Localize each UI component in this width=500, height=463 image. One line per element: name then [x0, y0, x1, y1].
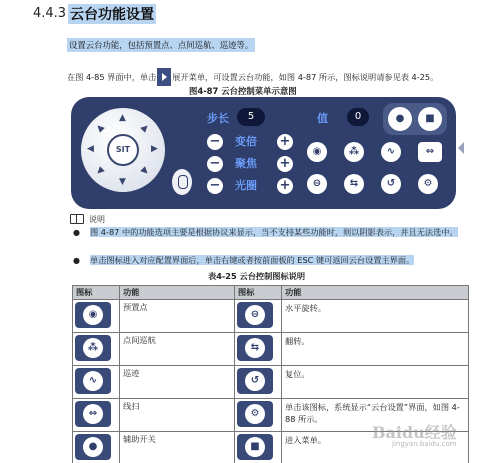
- intro-highlight: 设置云台功能，包括预置点、点间巡航、巡迹等。: [69, 40, 254, 50]
- reset-icon[interactable]: ↺: [381, 174, 401, 194]
- book-icon: [70, 214, 84, 224]
- table-caption: 表4-25 云台控制图标说明: [208, 271, 306, 281]
- step-value[interactable]: 5: [237, 108, 265, 126]
- menu-icon[interactable]: ■: [418, 107, 442, 131]
- table-row: [73, 300, 469, 333]
- intro-text-before: 在图 4-85 界面中，单击: [67, 72, 157, 82]
- expand-menu-icon: [157, 68, 171, 86]
- intro-text-after: 展开菜单，可设置云台功能，如图 4-87 所示，图标说明请参见表 4-25。: [172, 72, 439, 82]
- right-arrow-icon[interactable]: ▶: [151, 144, 158, 154]
- step-label: 步长: [207, 112, 229, 125]
- aux-menu-group: [383, 103, 447, 135]
- sit-button[interactable]: SIT: [107, 134, 139, 166]
- menu-icon: ■: [237, 434, 273, 460]
- note-bullet-1-text: 图 4-87 中的功能选项主要是根据协议来显示，当不支持某些功能时，则以阴影表示，并且无法选中。: [90, 227, 458, 237]
- scan-icon[interactable]: ⇔: [418, 142, 442, 162]
- rotate-icon[interactable]: ⊖: [307, 174, 327, 194]
- collapse-arrow-icon[interactable]: [458, 142, 464, 154]
- table-row: [73, 333, 469, 366]
- value-label: 值: [317, 112, 328, 125]
- function-desc: 单击该图标，系统显示“云台设置”界面，如图 4-88 所示。: [282, 399, 469, 432]
- table-row: [73, 366, 469, 399]
- function-name: 预置点: [120, 300, 235, 333]
- reset-icon: ↺: [237, 368, 273, 394]
- function-name: 线扫: [120, 399, 235, 432]
- down-right-arrow-icon[interactable]: ▲: [138, 164, 151, 177]
- section-title: 云台功能设置: [68, 4, 156, 24]
- bullet-icon: ●: [73, 228, 80, 237]
- function-desc: 翻转。: [282, 333, 469, 366]
- function-desc: 进入菜单。: [282, 432, 469, 463]
- pattern-icon: ∿: [75, 368, 111, 394]
- direction-pad[interactable]: [81, 108, 165, 192]
- flip-icon[interactable]: ⇆: [344, 174, 364, 194]
- up-right-arrow-icon[interactable]: ▲: [138, 122, 151, 135]
- preset-icon: ◉: [75, 302, 111, 328]
- iris-label: 光圈: [235, 179, 257, 192]
- gear-icon[interactable]: ⚙: [418, 174, 438, 194]
- zoom-minus-button[interactable]: −: [207, 134, 223, 150]
- gear-icon: ⚙: [237, 401, 273, 427]
- scan-icon: ⇔: [75, 401, 111, 427]
- zoom-plus-button[interactable]: +: [277, 134, 293, 150]
- bullet-icon: ●: [73, 256, 80, 265]
- header-icon-2: 图标: [235, 286, 282, 300]
- aux-icon[interactable]: ●: [388, 107, 412, 131]
- mouse-icon[interactable]: [172, 169, 192, 195]
- function-name: 辅助开关: [120, 432, 235, 463]
- table-header-row: [73, 286, 469, 300]
- watermark-logo: Baidu经验: [372, 423, 457, 442]
- up-arrow-icon[interactable]: ▲: [119, 113, 126, 123]
- note-label: 说明: [89, 215, 105, 224]
- down-arrow-icon[interactable]: ▼: [119, 177, 126, 187]
- rotate-icon: ⊖: [237, 302, 273, 328]
- note-bullet-1: [90, 226, 470, 239]
- focus-minus-button[interactable]: −: [207, 156, 223, 172]
- ptz-control-panel: [71, 97, 456, 209]
- header-icon-1: 图标: [73, 286, 120, 300]
- aux-icon: ●: [75, 434, 111, 460]
- function-name: 点间巡航: [120, 333, 235, 366]
- focus-plus-button[interactable]: +: [277, 156, 293, 172]
- function-desc: 复位。: [282, 366, 469, 399]
- up-left-arrow-icon[interactable]: ▲: [94, 122, 107, 135]
- function-name: 巡迹: [120, 366, 235, 399]
- pattern-icon[interactable]: ∿: [381, 142, 401, 162]
- watermark-url: jingyan.baidu.com: [392, 440, 457, 448]
- value-field[interactable]: 0: [347, 108, 369, 126]
- note-bullet-2: [90, 254, 470, 267]
- section-number: 4.4.3: [33, 6, 67, 21]
- iris-minus-button[interactable]: −: [207, 178, 223, 194]
- figure-caption: 图4-87 云台控制菜单示意图: [189, 86, 297, 96]
- header-function-1: 功能: [120, 286, 235, 300]
- tour-icon: ⁂: [75, 335, 111, 361]
- left-arrow-icon[interactable]: ◀: [87, 144, 94, 154]
- intro-paragraph: [67, 68, 438, 86]
- down-left-arrow-icon[interactable]: ▲: [94, 164, 107, 177]
- preset-icon[interactable]: ◉: [307, 142, 327, 162]
- focus-label: 聚焦: [235, 157, 257, 170]
- function-desc: 水平旋转。: [282, 300, 469, 333]
- note-bullet-2-text: 单击图标进入对应配置界面后，单击右键或者按前面板的 ESC 键可返回云台设置主界面。: [90, 255, 415, 265]
- header-function-2: 功能: [282, 286, 469, 300]
- flip-icon: ⇆: [237, 335, 273, 361]
- tour-icon[interactable]: ⁂: [344, 142, 364, 162]
- iris-plus-button[interactable]: +: [277, 178, 293, 194]
- zoom-label: 变倍: [235, 135, 257, 148]
